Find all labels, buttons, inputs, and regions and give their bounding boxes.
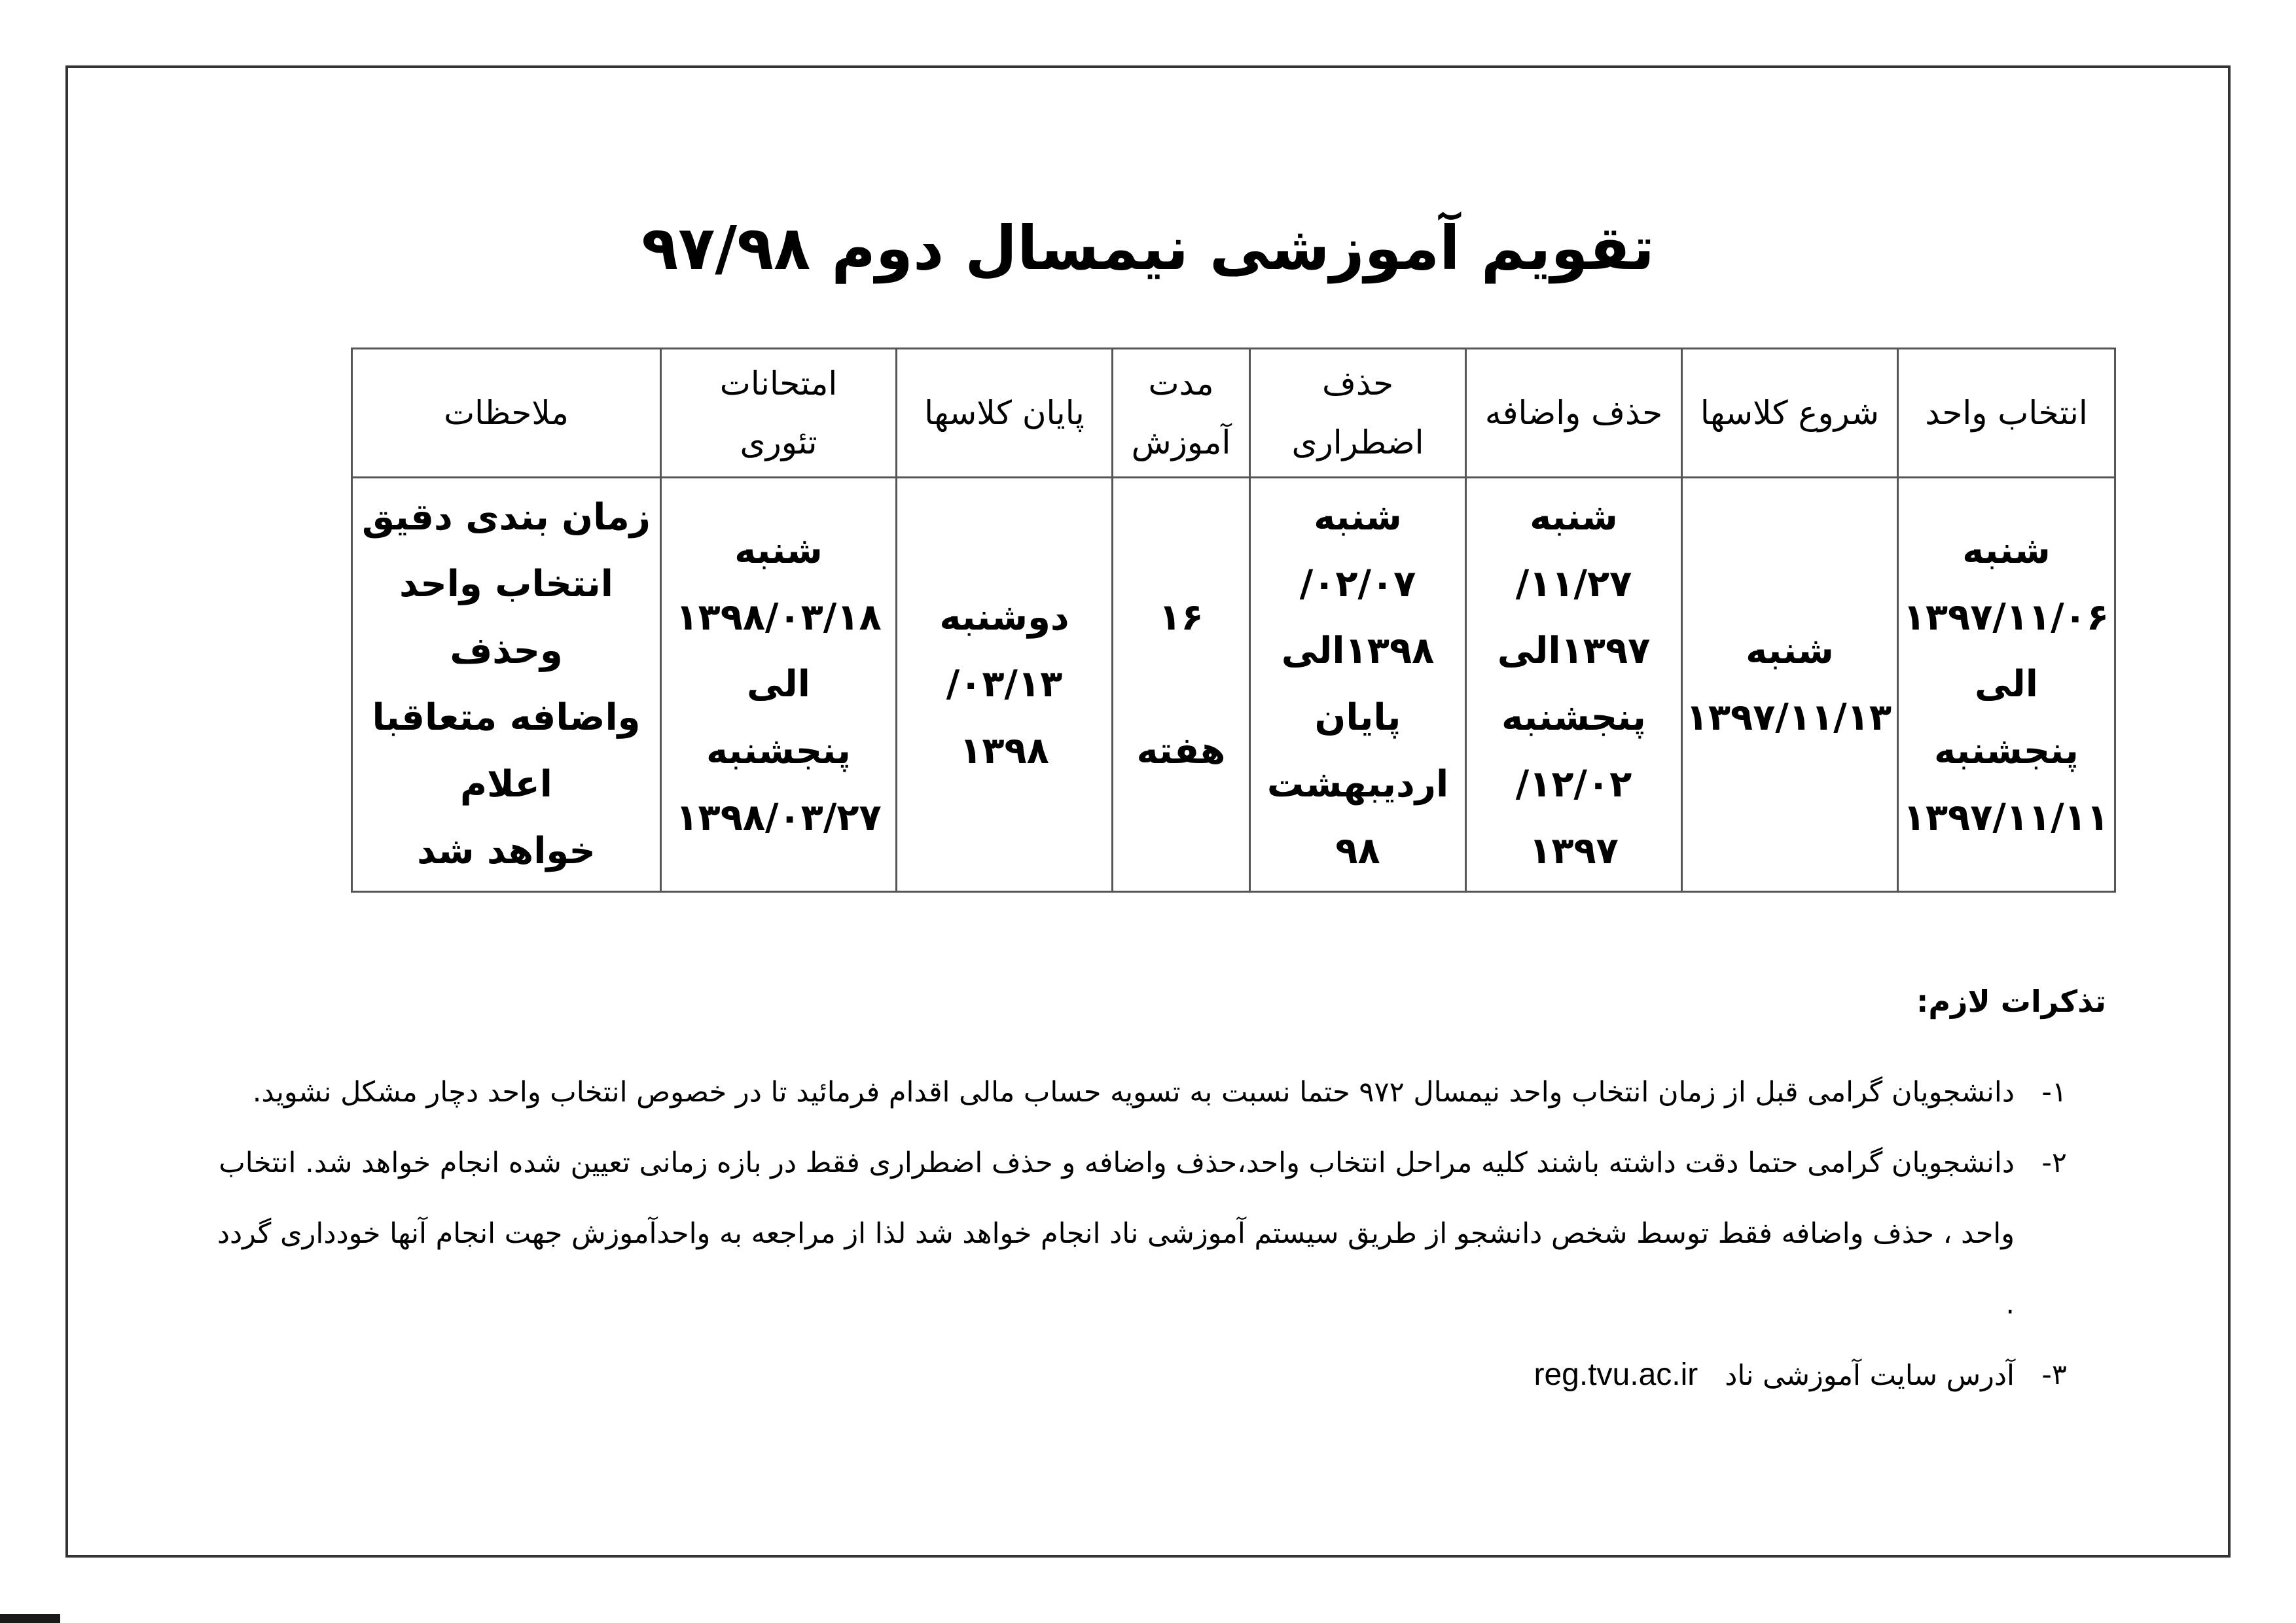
column-header-line: اضطراری <box>1291 423 1424 461</box>
note-text: دانشجویان گرامی قبل از زمان انتخاب واحد نیمسال ۹۷۲ حتما نسبت به تسویه حساب مالی اقدام فرمائید تا در خصوص انتخاب واحد دچار مشکل نشوید. <box>252 1076 2015 1109</box>
table-cell-line: ۱۳۹۷الی <box>1497 630 1651 672</box>
table-cell-line: ۱۲/۰۲/ <box>1515 763 1632 806</box>
table-cell <box>1898 478 2115 892</box>
column-header <box>352 349 661 478</box>
table-cell-line: ۱۳۹۷/۱۱/۱۳ <box>1685 696 1892 739</box>
table-cell-line: شنبه <box>1314 496 1402 539</box>
column-header-line: مدت <box>1148 365 1214 402</box>
notes-heading: تذکرات لازم: <box>1916 984 2106 1019</box>
note-item-3 <box>209 1340 2067 1411</box>
column-header-line: امتحانات <box>719 365 838 402</box>
column-header-line: آموزش <box>1131 423 1231 461</box>
column-header <box>1466 349 1682 478</box>
table-cell-line: ۱۳۹۸الی <box>1281 630 1435 672</box>
table-cell-line: پایان <box>1314 696 1401 739</box>
corner-watermark <box>0 1614 60 1623</box>
table-cell-line: هفته <box>1136 730 1226 772</box>
table-cell-line: ۱۳۹۸ <box>960 730 1049 772</box>
table-row <box>352 478 2115 892</box>
note-text: آدرس سایت آموزشی ناد <box>1725 1359 2015 1392</box>
site-link[interactable]: reg.tvu.ac.ir <box>1534 1357 1698 1392</box>
note-text: دانشجویان گرامی حتما دقت داشته باشند کلیه مراحل انتخاب واحد،حذف واضافه و حذف اضطراری فقط در بازه زمانی تعیین شده انجام خواهد شد. انتخاب واحد ، حذف واضافه فقط توسط شخص دانشجو از طریق سیستم آموزشی ناد انجام خواهد شد لذا از مراجعه به واحدآموزش جهت انجام آنها خودداری گردد . <box>217 1147 2015 1321</box>
table-cell-line: ۱۶ <box>1158 596 1204 639</box>
table-cell-line: پنجشنبه <box>1934 730 2079 772</box>
column-header-line: انتخاب واحد <box>1925 394 2088 432</box>
column-header-line: پایان کلاسها <box>924 394 1085 432</box>
notes-list <box>209 1057 2067 1411</box>
calendar-table <box>351 348 2116 893</box>
table-cell-line: الی <box>747 663 810 705</box>
table-cell-line: ۱۳۹۷/۱۱/۰۶ <box>1903 596 2109 639</box>
table-cell <box>1466 478 1682 892</box>
table-cell-line: شنبه <box>1962 529 2051 572</box>
table-cell-line: خواهد شد <box>417 830 596 872</box>
table-cell-line: شنبه <box>1530 496 1618 539</box>
table-cell-line: الی <box>1975 663 2038 705</box>
table-cell <box>1682 478 1898 892</box>
table-cell-line: شنبه <box>734 529 823 572</box>
note-number: ۱- <box>2041 1076 2067 1109</box>
table-cell <box>897 478 1113 892</box>
table-cell-line <box>1119 651 1244 718</box>
column-header <box>1682 349 1898 478</box>
column-header <box>897 349 1113 478</box>
note-item-2 <box>209 1128 2067 1340</box>
table-cell-line: انتخاب واحد وحذف <box>399 563 613 672</box>
table-cell <box>352 478 661 892</box>
table-cell <box>661 478 897 892</box>
column-header-line: ملاحظات <box>444 394 569 432</box>
table-cell-line: واضافه متعاقبا اعلام <box>372 696 641 806</box>
table-cell-line: ۱۳۹۸/۰۳/۱۸ <box>675 596 882 639</box>
note-text-wrapper <box>209 1340 2015 1411</box>
column-header-line: حذف واضافه <box>1484 394 1663 432</box>
column-header-line: تئوری <box>740 423 817 461</box>
note-number: ۲- <box>2041 1147 2067 1179</box>
table-cell-line: اردیبهشت <box>1266 763 1449 806</box>
table-cell-line: شنبه <box>1746 630 1834 672</box>
note-number: ۳- <box>2041 1359 2067 1391</box>
column-header <box>1250 349 1466 478</box>
column-header-line: حذف <box>1322 365 1393 402</box>
column-header <box>661 349 897 478</box>
table-header-row <box>352 349 2115 478</box>
table-cell-line: ۱۳۹۷/۱۱/۱۱ <box>1903 796 2109 839</box>
table-cell-line: ۰۲/۰۷/ <box>1299 563 1416 605</box>
table-cell-line: ۹۸ <box>1335 830 1380 872</box>
column-header <box>1898 349 2115 478</box>
table-cell-line: ۱۱/۲۷/ <box>1515 563 1632 605</box>
note-item-1 <box>209 1057 2067 1128</box>
table-cell-line: ۱۳۹۸/۰۳/۲۷ <box>675 796 882 839</box>
table-cell <box>1113 478 1250 892</box>
table-cell-line: دوشنبه <box>939 596 1069 639</box>
table-cell-line: ۱۳۹۷ <box>1529 830 1619 872</box>
table-cell-line: پنجشنبه <box>1501 696 1646 739</box>
column-header-line: شروع کلاسها <box>1700 394 1880 432</box>
table-cell <box>1250 478 1466 892</box>
table-cell-line: پنجشنبه <box>706 730 851 772</box>
table-cell-line: زمان بندی دقیق <box>361 496 651 539</box>
page-title: تقویم آموزشی نیمسال دوم ۹۷/۹۸ <box>641 213 1655 283</box>
table-cell-line: ۰۳/۱۳/ <box>946 663 1063 705</box>
column-header <box>1113 349 1250 478</box>
